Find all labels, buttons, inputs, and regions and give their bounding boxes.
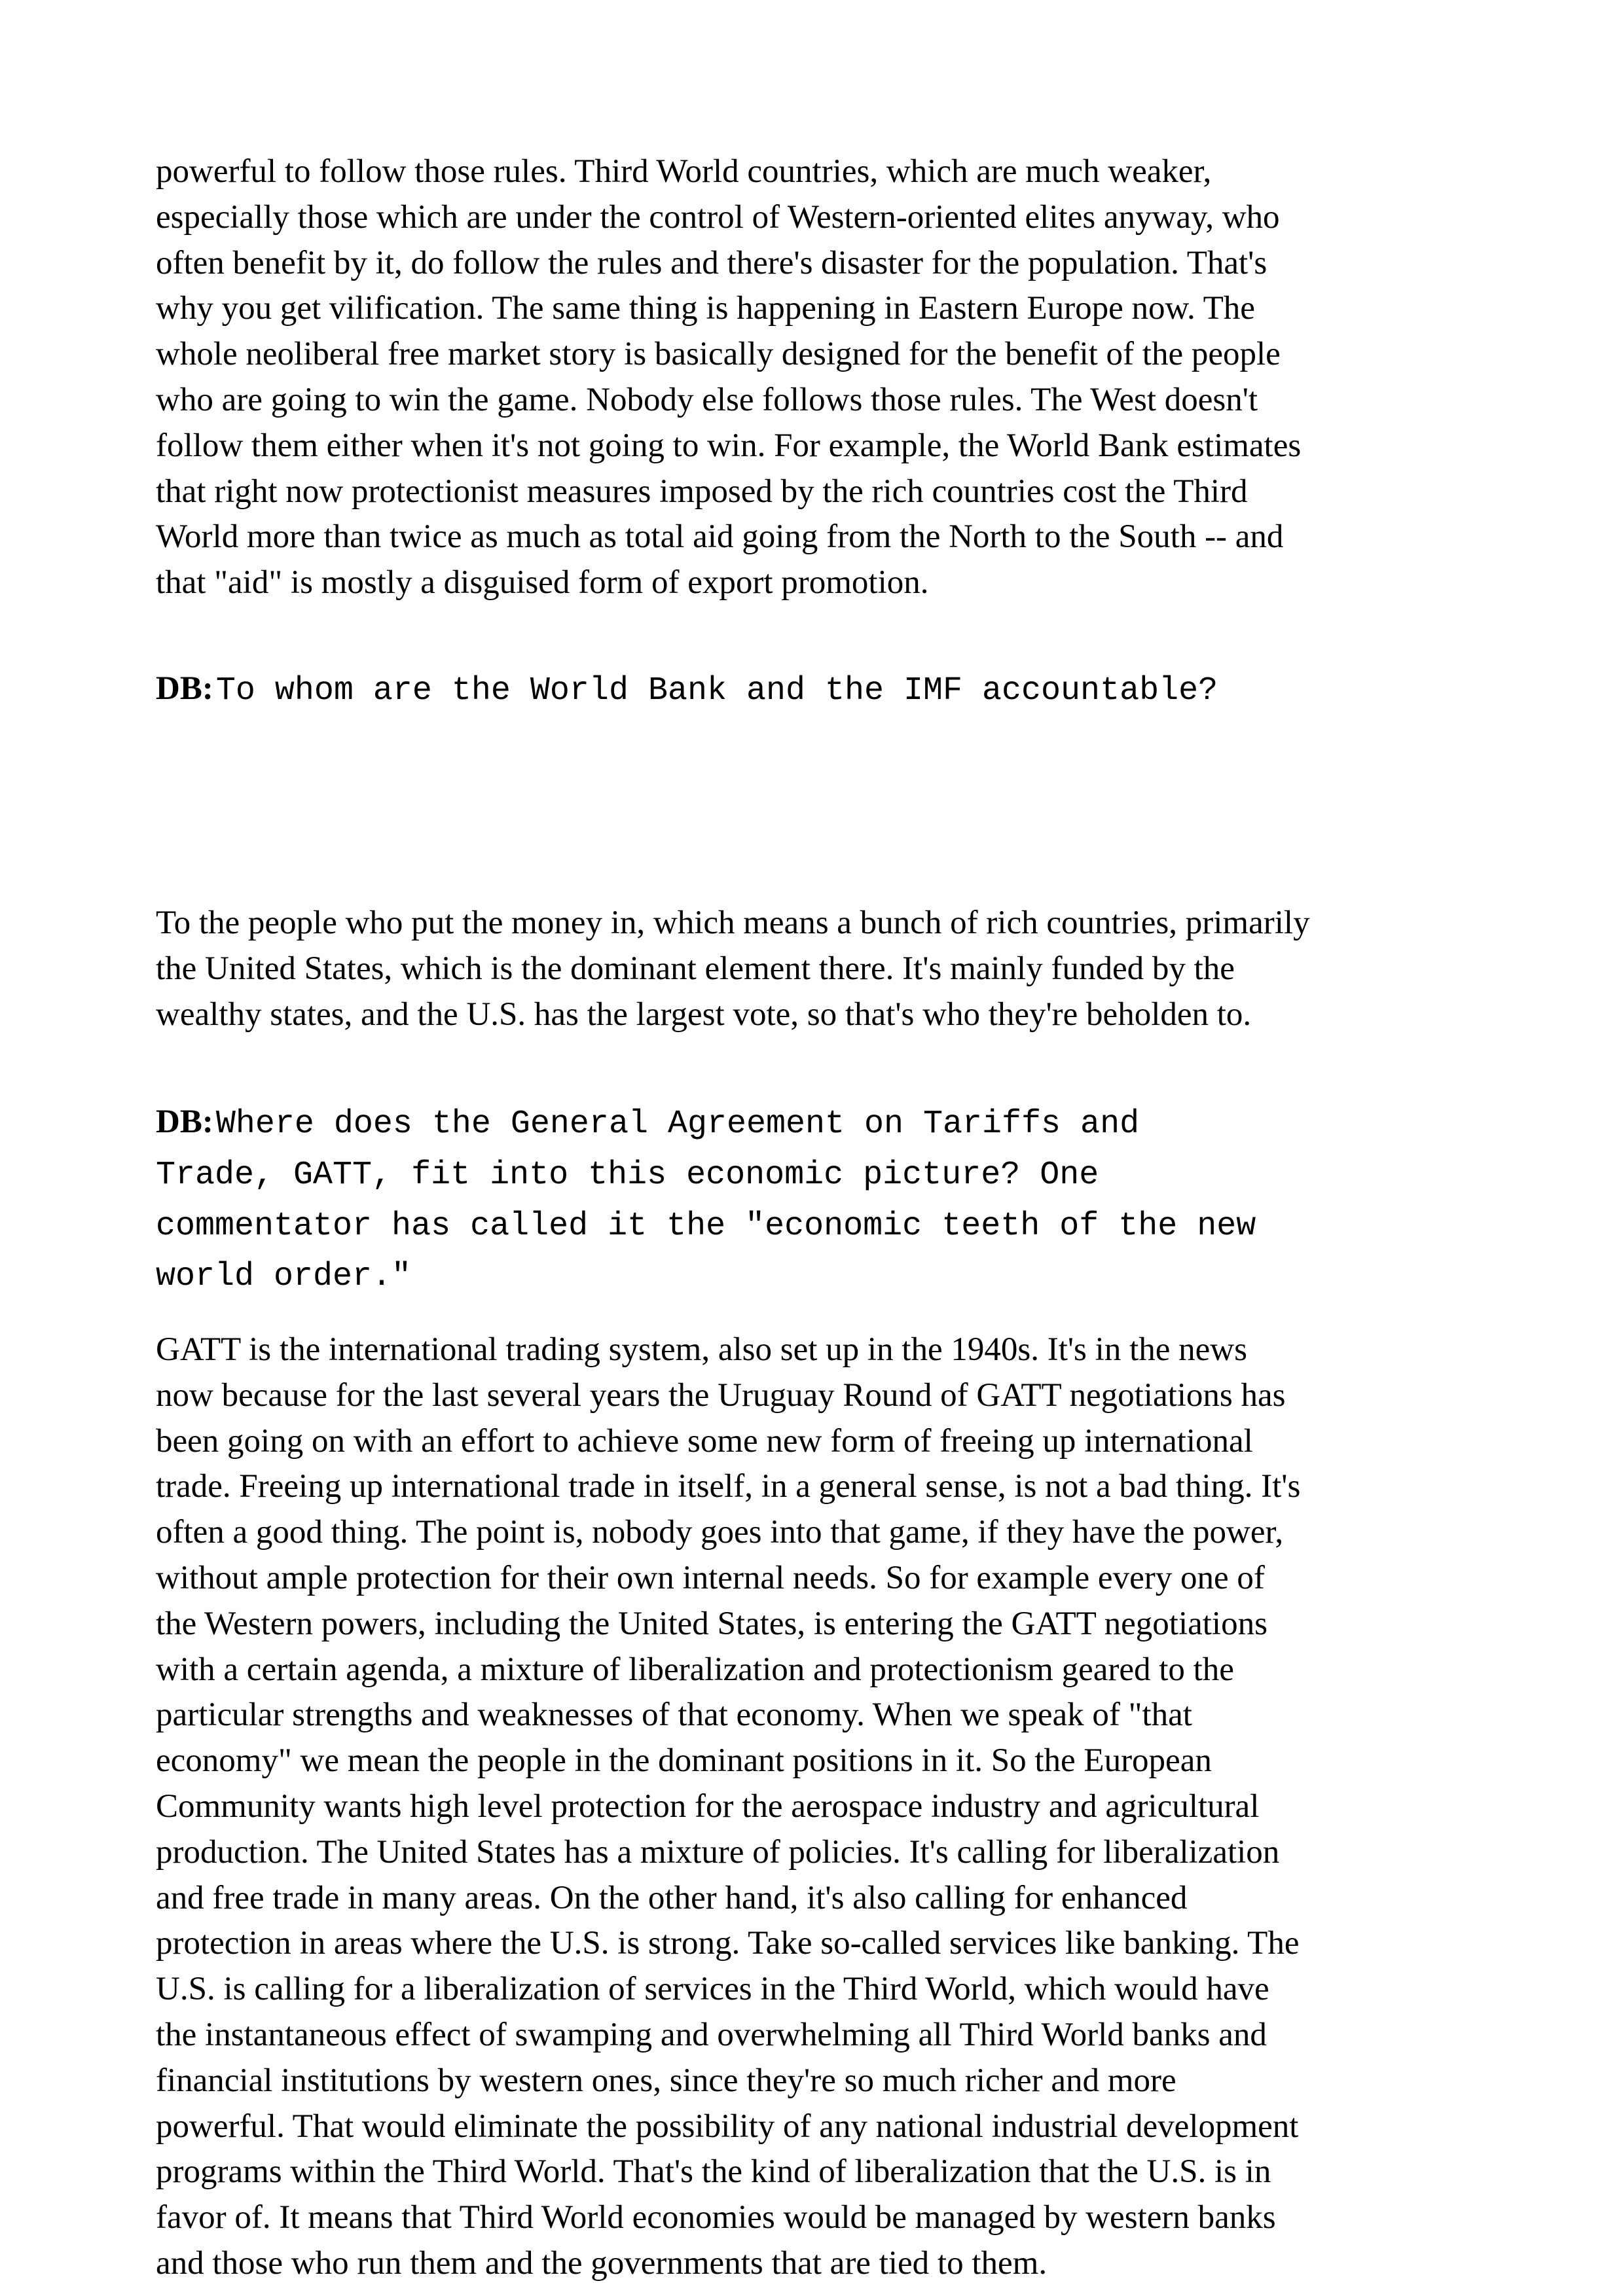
interviewer-question — [156, 1100, 1256, 1305]
interviewer-question — [156, 666, 1218, 719]
answer-paragraph: To the people who put the money in, which means a bunch of rich countries, primarily the United States, which is the dominant element there. It's mainly funded by the wealthy states, and the U.S. has the largest vote, so that's who they're beholden to. — [156, 905, 1310, 1033]
speaker-label: DB: — [156, 670, 213, 707]
answer-paragraph: powerful to follow those rules. Third World countries, which are much weaker, especially those which are under the control of Western-oriented elites anyway, who often benefit by it, do follow the rules and there's disaster for the population. That's why you get vilification. The same thing is happening in Eastern Europe now. The whole neoliberal free market story is basically designed for the benefit of the people who are going to win the game. Nobody else follows those rules. The West doesn't follow them either when it's not going to win. For example, the World Bank estimates that right now protectionist measures imposed by the rich countries cost the Third World more than twice as much as total aid going from the North to the South -- and that "aid" is mostly a disguised form of export promotion. — [156, 153, 1302, 601]
question-text: Where does the General Agreement on Tariffs and Trade, GATT, fit into this economic picture? One commentator has called it the "economic teeth of the new world order." — [156, 1105, 1256, 1296]
question-text: To whom are the World Bank and the IMF accountable? — [215, 672, 1218, 709]
speaker-label: DB: — [156, 1103, 213, 1140]
answer-paragraph: GATT is the international trading system, also set up in the 1940s. It's in the news now because for the last several years the Uruguay Round of GATT negotiations has been going on with an effort to achieve some new form of freeing up international trade. Freeing up international trade in itself, in a general sense, is not a bad thing. It's often a good thing. The point is, nobody goes into that game, if they have the power, without ample protection for their own internal needs. So for example every one of the Western powers, including the United States, is entering the GATT negotiations with a certain agenda, a mixture of liberalization and protectionism geared to the particular strengths and weaknesses of that economy. When we speak of "that economy" we mean the people in the dominant positions in it. So the European Community wants high level protection for the aerospace industry and agricultural production. The United States has a mixture of policies. It's calling for liberalization and free trade in many areas. On the other hand, it's also calling for enhanced protection in areas where the U.S. is strong. Take so-called services like banking. The U.S. is calling for a liberalization of services in the Third World, which would have the instantaneous effect of swamping and overwhelming all Third World banks and financial institutions by western ones, since they're so much richer and more powerful. That would eliminate the possibility of any national industrial development programs within the Third World. That's the kind of liberalization that the U.S. is in favor of. It means that Third World economies would be managed by western banks and those who run them and the governments that are tied to them. — [156, 1331, 1301, 2282]
